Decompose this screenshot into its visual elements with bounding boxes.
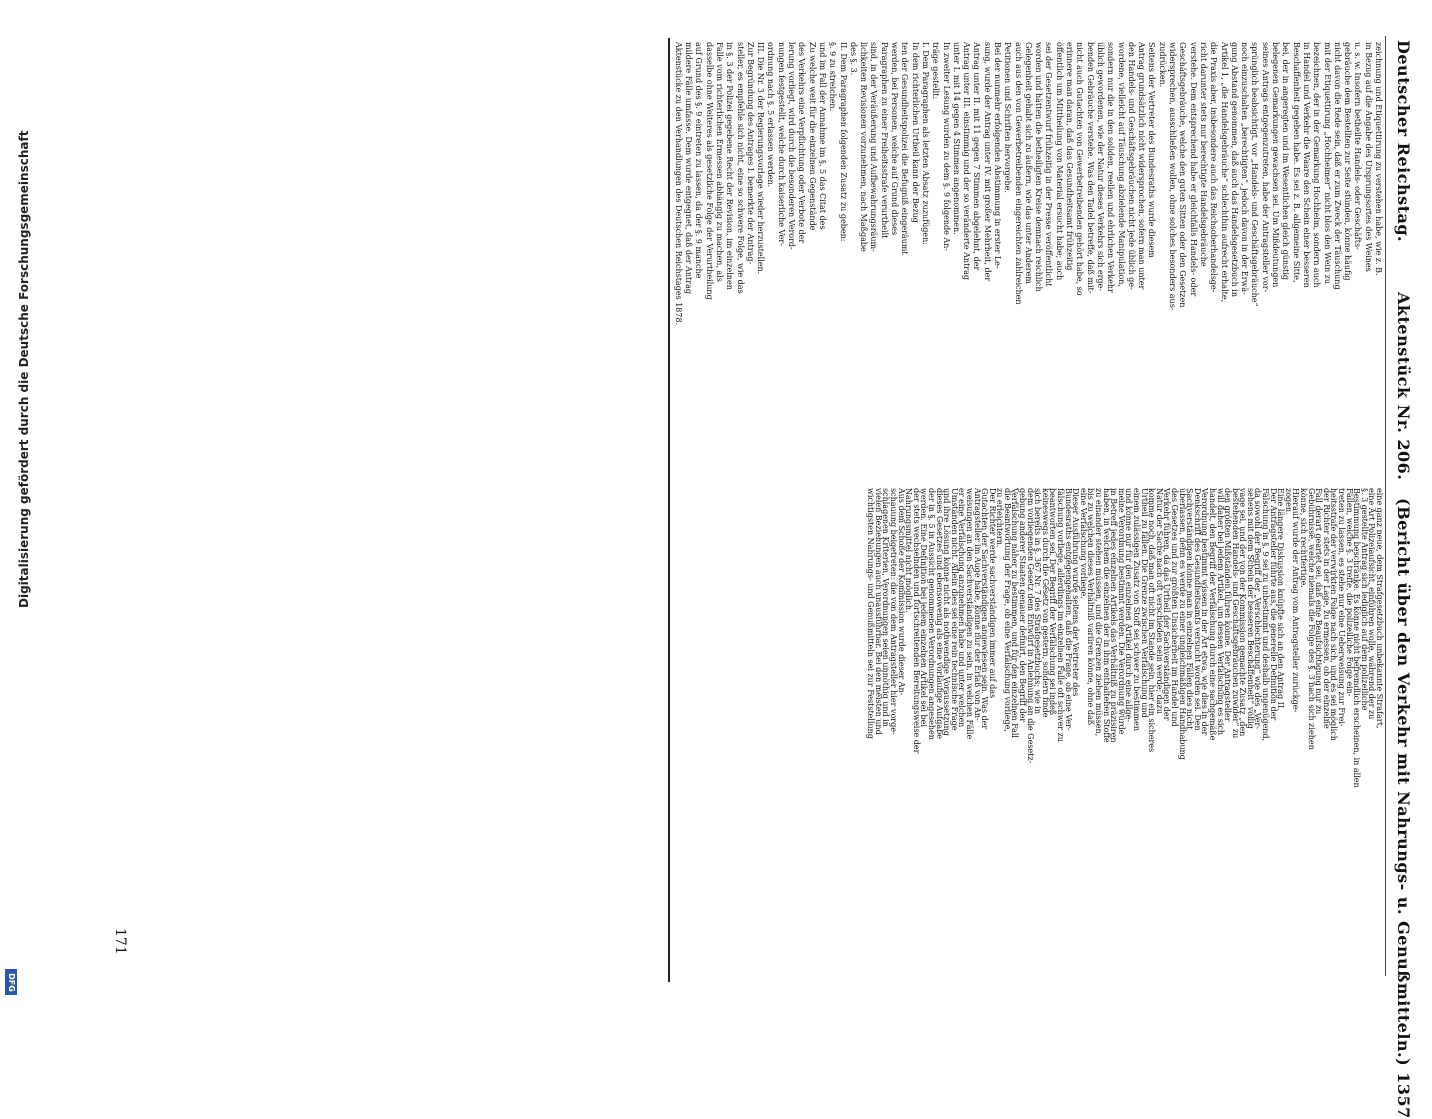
text-line: benden Gebräuche verstehe. Was den Tadel betreffe, daß mit- — [1085, 42, 1095, 294]
text-line: seines Antrags entgegenzutreten, habe der Antragsteller vor- — [1260, 42, 1270, 293]
text-line: mit der Etiquettirung „Hochheimer“ nicht blos den Wein zu — [1322, 42, 1332, 285]
text-line: des Gesetzes und zur größten Unsicherheit im Handel und — [1169, 488, 1179, 727]
page-number: 171 — [112, 928, 128, 955]
text-line: keineswegs durch die Gesetz von gestern, sondern finde — [1040, 488, 1050, 718]
text-line: eine Art Polizeiaufsicht, einführen wolle, während der zu — [1367, 488, 1377, 720]
text-line: dem vorliegenden Gesetz dem Entwurf in Anlehnung an die Gesetz- — [1025, 488, 1035, 764]
text-line: worden und hätten die betheiligten Kreise demnach reichlich — [1034, 42, 1044, 292]
digitization-credit: Digitalisierung gefördert durch die Deutsche Forschungsgemeinschaft — [17, 130, 31, 608]
text-line: Verkehr führen, da das Urtheil der Sachverständigen der — [1162, 488, 1172, 721]
column-divider — [668, 38, 670, 982]
text-line: ten der Gesundheitspolizei die Befugniß eingeräumt — [900, 42, 910, 255]
text-line: der in §. 5 in Aussicht genommenen Verordnungen angesehen — [926, 488, 936, 740]
text-line: Eine längere Diskussion knüpfte sich an den Antrag II. — [1276, 488, 1286, 711]
text-line: und könne nur für den einzelnen Artikel durch eine allge- — [1124, 488, 1134, 722]
text-line: Umständen nicht. Allein dies sei eine rein technische Frage — [949, 488, 959, 731]
text-line: richt darunter stets nur berechtigte Handelsgebräuche — [1198, 42, 1208, 267]
text-line: einem zulässigen Zusatz von Stoff sei schwer zu bestimmen — [1132, 488, 1141, 731]
text-line: die Praxis aber, insbesondere auch das Reichsoberhandelsge- — [1209, 42, 1219, 293]
text-line: Nahrungsmittel nicht möglich. — [904, 488, 914, 613]
text-line: u. s. w. Insofern betheilte Handels- oder Geschäfts- — [1353, 42, 1363, 250]
text-line: und im Fall der Annahme im §. 5 das Citat des — [817, 42, 827, 230]
text-line: werden, bei Personen, welche auf Grund dieses — [890, 42, 900, 236]
text-line: mildere Fälle umfasse. Dem wurde entgegnet, daß der Antrag — [684, 42, 694, 294]
text-line: Dieser Ausführung wurde seitens der Vertreter des — [1071, 488, 1081, 697]
text-line: den größten Mißständen führen könne. Der Antragsteller — [1223, 488, 1233, 722]
dfg-logo-icon: DFG — [5, 969, 17, 995]
text-line: beantworten sei. Der Begriff der Verfälschung sei indeß — [1048, 488, 1058, 716]
text-line: üblich gewordenen, wie der Natur dieses Verkehrs sich erge- — [1095, 42, 1105, 291]
header-rule — [1385, 36, 1386, 976]
text-line: wichtigsten Nahrungs- und Genußmitteln sei zur Feststellung — [866, 488, 876, 739]
text-line: vage sei, und der von der Kommission gemachte Zusatz „den — [1238, 488, 1248, 737]
text-line: eine ganz neue, dem Strafgesetzbuch unbekannte Strafart, — [1375, 488, 1384, 729]
text-line: Petitionen und Schriften hervorgehe. — [1003, 42, 1013, 193]
text-line: könne, sich rechtfertige. — [1299, 488, 1309, 588]
text-line: des Verkehrs eine Verpflichtung oder Verbote der — [797, 42, 807, 244]
text-line: §. 9 zu streichen. — [828, 42, 838, 112]
text-line: sei der Gesetzentwurf frühzeitig in der Presse veröffentlicht — [1044, 42, 1054, 287]
text-line: lichkeiten Revisionen vorzunehmen, nach Maßgabe — [859, 42, 869, 252]
text-line: in Betreff jedes einzelnen Artikels das Verhältniß zu präzisiren — [1109, 488, 1119, 743]
text-line: noch einzuschalten „berechtigten“, jedoch davon in der Erwä- — [1240, 42, 1250, 295]
text-line: §. 3 gestellte Antrag sich lediglich auf dem polizeiliche — [1359, 488, 1369, 711]
text-line: Gebührnisse, welche niemals die Folge des §. 3 nach sich ziehen — [1306, 488, 1316, 750]
text-line: nungen festgestellt, welche durch kaiserliche Ver- — [776, 42, 786, 246]
text-line: In zweiter Lesung wurden zu dem §. 9 folgende An- — [941, 42, 951, 252]
text-line: lerung vorliegt, wird durch die besonderen Verord- — [787, 42, 797, 250]
text-line: Antrag unter III. einstimmig und der so veränderte Antrag — [962, 42, 972, 280]
text-line: Der Antragsteller führte aus, die generelle Definition der — [1268, 488, 1278, 721]
text-line: bei, der in angeregten und im Wesentlichen gleich günstig — [1281, 42, 1291, 280]
text-line: bezeichnen, der in der Gemarkung Hochheim, sondern auch — [1312, 42, 1322, 288]
text-line: verstehe. Dem entsprechend habe er gleichfalls Handels- oder — [1188, 42, 1198, 297]
text-line: den Handels- und Geschäftsgebräuchen nicht jede üblich ge- — [1126, 42, 1136, 290]
text-line: Aus dem Schoße der Kommission wurde dieser An- — [896, 488, 906, 696]
text-column-right — [867, 488, 1383, 943]
text-line: sondern nur die in den soliden, reellen und ehrlichen Verkehr — [1106, 42, 1116, 293]
text-line: Verordnung bestimmt wissen in der Art etwa, wie dies in der — [1200, 488, 1210, 736]
text-line: Natur der Sache nach oft verschieden sein werde; dazu — [1154, 488, 1164, 715]
header-center: Aktenstück Nr. 206. — [1394, 292, 1413, 481]
text-line: sprünglich beabsichtigt, vor „Handels- und Geschäftsgebräuche“ — [1250, 42, 1260, 307]
text-line: Fällen, welche §. 3 treffe, die polizeiliche Folge ein- — [1344, 488, 1354, 697]
text-line: Zur Begründung des Antrages I. bemerkte der Antrag- — [745, 42, 755, 265]
text-line: Antrag grundsätzlich nicht widersprochen, sofern man unter — [1137, 42, 1147, 290]
text-line: der Richter stets in der Lage, zu ermessen, ob der einzelne — [1321, 488, 1331, 729]
text-line: zu einander stehen müssen, und die Grenzen ziehen müssen, — [1094, 488, 1104, 737]
text-line: Gutachten der Sachverständigen angewiesen sein. Was der — [980, 488, 990, 730]
text-line: er eine Verfälschung anzunehmen habe und unter welchen — [957, 488, 967, 728]
text-line: Sachverständigen könne man in einzelnen Fällen dies nicht — [1185, 488, 1195, 730]
text-line: sind, in der Veräußerung und Aufbewahrungsräum- — [869, 42, 879, 252]
text-line: Zu welche weit für die einzelnen Gegenstände — [807, 42, 817, 231]
text-line: träge gestellt: — [931, 42, 941, 100]
text-line: I. Dem Paragraphen als letzten Absatz zuzufügen: — [920, 42, 930, 245]
text-line: wordene, vielleicht auf Täuschung abzielende Manipulation, — [1116, 42, 1126, 287]
text-line: bis zu welchen dieses Verhältniß variiren könne, ohne daß — [1086, 488, 1096, 726]
text-line: erinnere man daran, daß das Gesundheitsamt frühzeitig — [1065, 42, 1075, 271]
text-line: Fall derart geartet sei, daß eine Beaufsichtigung nur zu — [1314, 488, 1324, 715]
text-line: gebräuche dem Bestellten zur Seite stünden, könne häufig — [1343, 42, 1353, 281]
text-line: öffentlich um Mittheilung von Material ersucht habe; auch — [1054, 42, 1064, 281]
text-line: dasselbe ohne Weiteres als gesetzliche Folge der Verurtheilung — [704, 42, 714, 300]
text-line: sung, wurde der Antrag unter IV. mit großer Mehrheit, der — [982, 42, 992, 282]
text-line: Hierauf wurde der Antrag vom Antragsteller zurückge- — [1291, 488, 1301, 713]
text-line: steller, es empfehle sich nicht, eine so schwere Folge, wie das — [735, 42, 745, 294]
text-line: Falle vom richterlichen Ermessen abhängig zu machen, als — [715, 42, 724, 282]
text-line: in Bezug auf die Angabe des Ursprungsortes des Weines — [1363, 42, 1373, 272]
text-line: Paragraphen zu einer Freiheitsstrafe verurtheilt — [879, 42, 889, 239]
text-line: der stets wechselnden und fortschreitenden Bereitungsweise der — [911, 488, 921, 754]
text-line: fälschung vorliege, allerdings im einzelnen Falle oft schwer zu — [1056, 488, 1066, 742]
text-line: Antragsteller im Auge habe, könne nur der Erlaß von An- — [972, 488, 982, 721]
text-line: gebung anderer Staaten genauer definirt, den Begriff der — [1018, 488, 1028, 723]
text-line: zeichnung und Etiquettirung zu verstehen habe, wie z. B. — [1374, 42, 1383, 276]
text-line: ordnung nach §. 5 erlassen werden. — [766, 42, 776, 188]
text-line: sehens mit dem Schein der besseren Beschaffenheit“ völlig — [1245, 488, 1255, 729]
text-line: haben, in welchem die einzelnen der in ihm enthaltenen Stoffe — [1101, 488, 1111, 743]
text-line: Denkschrift des Gesundheitsamts versucht worden sei. Den — [1192, 488, 1202, 731]
text-line: Beschaffenheit gegeben habe. Es sei z. B. allgemeine Sitte, — [1291, 42, 1301, 283]
text-line: heitsstrafe der verwirkten Folge nach sich, und es sei möglich — [1329, 488, 1339, 741]
text-line: In dem richterlichen Urtheil kann der Bezug — [910, 42, 920, 223]
text-line: unter I. mit 14 gegen 4 Stimmen angenommen. — [951, 42, 961, 235]
text-line: in §. 3 der Polizei gegebene Recht der Revision, im einzelnen — [725, 42, 735, 290]
text-line: zu erleichtern. — [995, 488, 1005, 548]
text-line: sich bereits in §. 367 Nr. 7 des Strafgesetzbuchs; wie in — [1033, 488, 1043, 715]
text-line: und ihre Lösung könne nicht als nothwendige Voraussetzung — [942, 488, 952, 736]
text-line: gung Abstand genommen, daß auch das Handelsgesetzbuch in — [1229, 42, 1239, 297]
text-line: schlagenen Kriterien, Verordnungen seien unnöthig und in — [881, 488, 891, 727]
text-line: Bundesraths entgegengehalten, daß die Frage, ob eine Ver- — [1063, 488, 1073, 731]
text-line: Antrag unter II. mit 11 gegen 7 Stimmen abgelehnt, der — [972, 42, 982, 271]
text-line: Gelegenheit gehabt sich zu äußern, wie das unter Anderem — [1023, 42, 1033, 284]
text-line: nicht auch Gutachten von Gewerbetreibenden gehört habe, so — [1075, 42, 1085, 296]
text-line: dieses Gesetzes und ebensowenig als eine vorläufige Aufgabe — [934, 488, 944, 739]
text-line: Fälschung in §. 9 sei zu unbestimmt und deshalb ungenügend, — [1261, 488, 1271, 742]
text-line: zudrücken. — [1157, 42, 1167, 88]
text-line: werden. Eine Definition bei jedem einzelnen Artikel sei bei — [919, 488, 929, 727]
text-line: auf Grund des §. 9 eintreten zu lassen, da der §. 9 manche — [694, 42, 704, 279]
text-line: Aktenstücke zu den Verhandlungen des Deutschen Reichstages 1878. — [673, 42, 683, 326]
text-line: bestehenden Handels- und Geschäftsgebräuchen zuwider“ zu — [1230, 488, 1240, 739]
text-line: meine Verordnung bestimmt werden. Die Verordnung würde — [1116, 488, 1126, 735]
text-line: weisungen an den Sachverständigen zu sein, in welchen Fälle — [964, 488, 974, 740]
header-right: (Bericht über den Verkehr mit Nahrungs- u. Genußmitteln.) 1357 — [1394, 498, 1413, 1119]
text-line: Geschäftsgebräuche, welche den guten Sitten oder den Gesetzen — [1178, 42, 1188, 308]
text-line: Seitens der Vertreter des Bundesraths wurde diesem — [1147, 42, 1157, 258]
text-line: des §. 3. — [848, 42, 858, 76]
text-line: in Handel und Verkehr die Waare den Schein einer besseren — [1301, 42, 1311, 288]
text-line: Urtheil zu fällen. Die Grenze zwischen Verfälschung und — [1139, 488, 1149, 718]
text-line: vielen Beziehungen auch unausführbar. Bei den meisten und — [873, 488, 883, 735]
text-line: eine Verfälschung vorliege. — [1078, 488, 1088, 599]
text-line: da sowohl der Begriff der „Verschlechterung“ wie des „Ver- — [1253, 488, 1263, 730]
text-line: Artikel 1, „die Handelsgebräuche“ schlechthin aufrecht erhalte, — [1219, 42, 1229, 303]
text-line: Der Richter werde sachverständigen immer auf das — [987, 488, 997, 699]
text-line: will daher bei jedem Artikel, um dessen Verfälschung es sich — [1215, 488, 1225, 736]
text-line: widersprechen, ausschließen wollen, ohne solches besonders aus- — [1168, 42, 1178, 311]
text-line: überlassen, denn es werde zu einer ungleichmäßigen Handhabung — [1177, 488, 1187, 760]
text-line: Verfälschung näher zu bestimmen, und für den einzelnen Fall — [1010, 488, 1020, 738]
text-line: belegenen Gemarkungen gewachsen sei. Um Mißdeutungen — [1271, 42, 1281, 288]
text-line: zogen. — [1283, 488, 1293, 515]
text-line: schauung beigetreten: die von dem Antragsteller hier vorge- — [889, 488, 898, 735]
header-left: Deutscher Reichstag. — [1394, 40, 1413, 243]
text-line: III. Die Nr. 3 der Regierungsvorlage wieder herzustellen. — [756, 42, 766, 275]
text-line: treten zu lassen, es stehe nur eine Ueberweisung zur Frei- — [1337, 488, 1347, 727]
text-line: auch aus den von Gewerbetreibenden eingereichten zahlreichen — [1013, 42, 1023, 305]
text-line: II. Dem Paragraphen folgenden Zusatz zu geben: — [838, 42, 848, 242]
text-line: nicht davon die Rede sein, daß er zum Zweck der Täuschung — [1332, 42, 1342, 290]
text-line: Bei der nunmehr erfolgenden Abstimmung in erster Le- — [993, 42, 1003, 269]
text-line: Bestimmung beschränke. Es könne nicht befremdlich erscheinen, in allen — [1352, 488, 1362, 788]
text-line: komme noch, daß man oft nicht im Stande sein, hier ein sicheres — [1147, 488, 1157, 753]
text-line: handelt, den Begriff der Verfälschung durch eine sachgemäße — [1207, 488, 1217, 741]
text-line: die Beantwortung der Frage, ob eine Verfälschung vorliege, — [1002, 488, 1012, 732]
